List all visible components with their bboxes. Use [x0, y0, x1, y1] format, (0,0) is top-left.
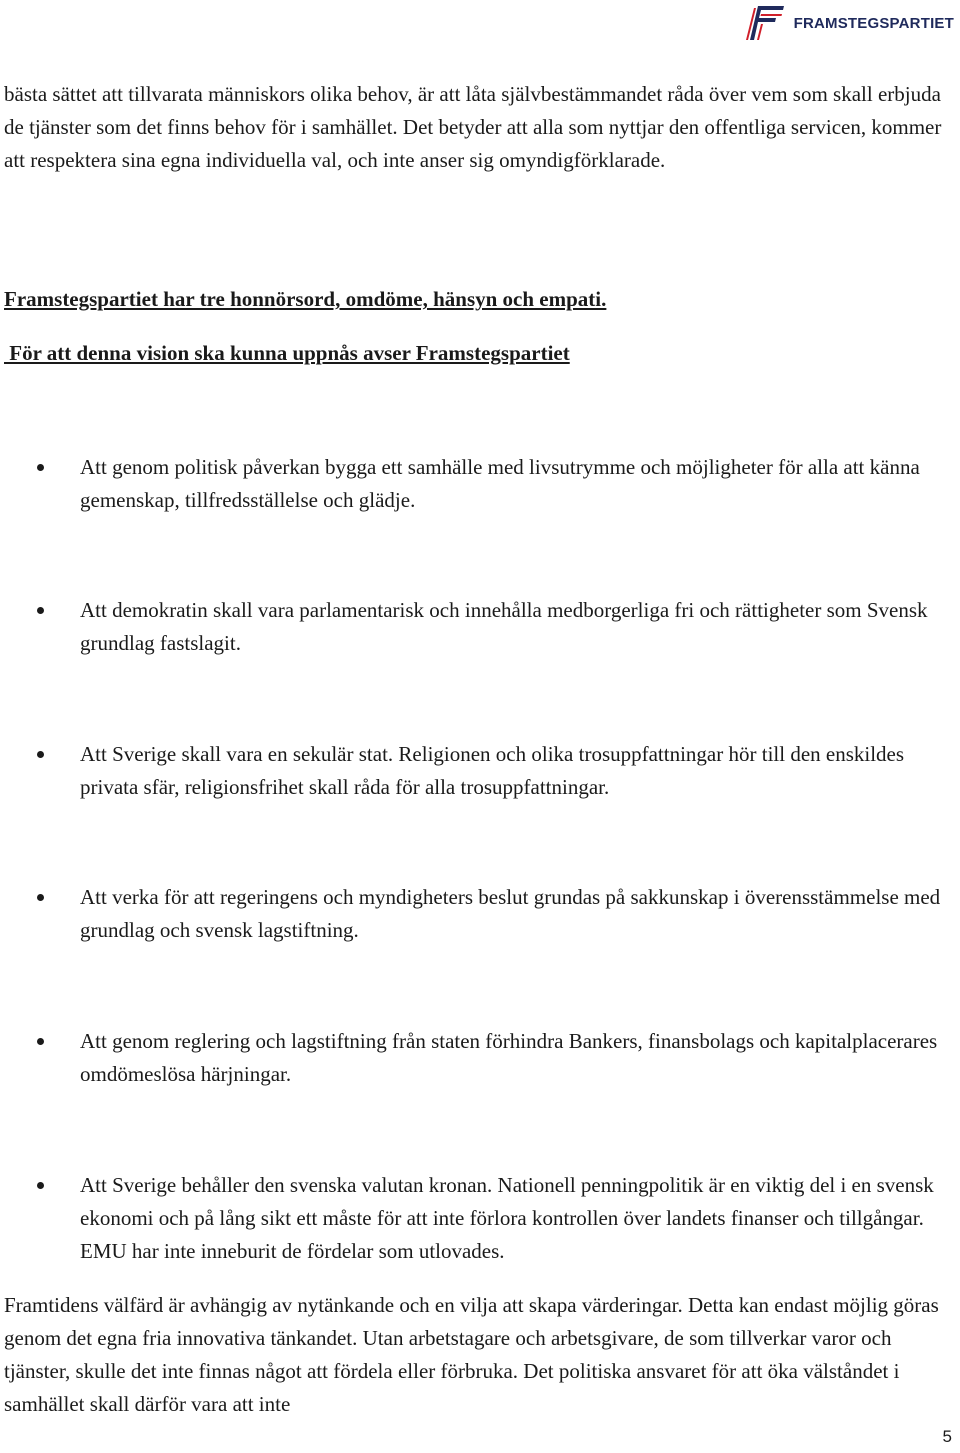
list-item: Att Sverige skall vara en sekulär stat. Religionen och olika trosuppfattningar hör till den enskildes privata sfär, religionsfrihet skall råda för alla trosuppfattningar. — [80, 742, 905, 799]
logo-text: FRAMSTEGSPARTIET — [793, 14, 954, 32]
intro-paragraph: bästa sättet att tillvarata människors olika behov, är att låta självbestämmandet råda över vem som skall erbjuda de tjänster som det finns behov för i samhället. Det betyder att alla som nyttjar den offentliga servicen, kommer att respektera sina egna individuella val, och inte anser sig omyndigförklarade. — [4, 82, 942, 172]
bullet-icon — [37, 1182, 44, 1189]
bullet-icon — [37, 607, 44, 614]
list-item: Att genom politisk påverkan bygga ett samhälle med livsutrymme och möjligheter för alla att känna gemenskap, tillfredsställelse och glädje. — [80, 455, 920, 512]
framstegspartiet-logo-icon — [744, 4, 786, 42]
heading-honor-words: Framstegspartiet har tre honnörsord, omdöme, hänsyn och empati. — [4, 287, 607, 311]
bullet-icon — [37, 894, 44, 901]
bullet-icon — [37, 751, 44, 758]
heading-vision: För att denna vision ska kunna uppnås avser Framstegspartiet — [4, 341, 570, 365]
bullet-icon — [37, 464, 44, 471]
party-logo — [744, 4, 954, 42]
list-item: Att genom reglering och lagstiftning från staten förhindra Bankers, finansbolags och kapitalplacerares omdömeslösa härjningar. — [80, 1029, 938, 1086]
list-item: Att verka för att regeringens och myndigheters beslut grundas på sakkunskap i överensstämmelse med grundlag och svensk lagstiftning. — [80, 885, 941, 942]
bullet-icon — [37, 1038, 44, 1045]
page-number: 5 — [942, 1427, 952, 1446]
list-item: Att Sverige behåller den svenska valutan kronan. Nationell penningpolitik är en viktig del i en svensk ekonomi och på lång sikt ett måste för att inte förlora kontrollen över landets finanser och tillgångar. EMU har inte inneburit de fördelar som utlovades. — [80, 1173, 934, 1263]
list-item: Att demokratin skall vara parlamentarisk och innehålla medborgerliga fri och rättigheter som Svensk grundlag fastslagit. — [80, 598, 928, 655]
closing-paragraph: Framtidens välfärd är avhängig av nytänkande och en vilja att skapa värderingar. Detta kan endast möjlig göras genom det egna fria innovativa tänkandet. Utan arbetstagare och arbetsgivare, de som tillverkar varor och tjänster, skulle det inte finnas något att fördela eller förbruka. Det politiska ansvaret för att öka välståndet i samhället skall därför vara att inte — [4, 1293, 939, 1416]
